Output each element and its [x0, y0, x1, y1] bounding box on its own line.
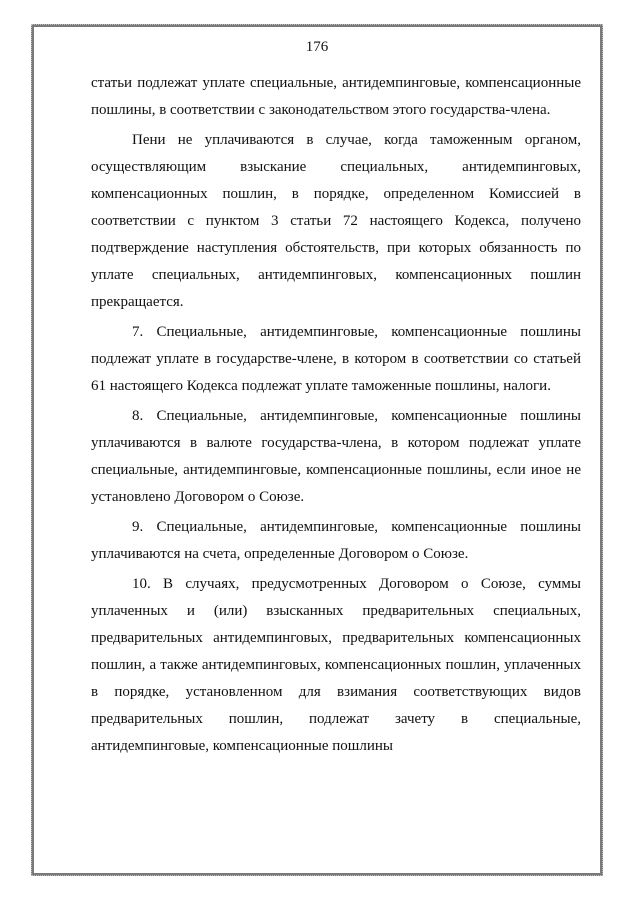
- paragraph-continuation: статьи подлежат уплате специальные, антидемпинговые, компенсационные пошлины, в соответствии с законодательством этого государства-члена.: [91, 75, 581, 118]
- paragraph-penalties: Пени не уплачиваются в случае, когда таможенным органом, осуществляющим взыскание специальных, антидемпинговых, компенсационных пошлин, в порядке, определенном Комиссией в соответствии с пунктом 3 статьи 72 настоящего Кодекса, получено подтверждение наступления обстоятельств, при которых обязанность по уплате специальных, антидемпинговых, компенсационных пошлин прекращается.: [91, 132, 581, 310]
- page-number: 176: [305, 39, 329, 55]
- paragraph-item-7: 7. Специальные, антидемпинговые, компенсационные пошлины подлежат уплате в государстве-члене, в котором в соответствии со статьей 61 настоящего Кодекса подлежат уплате таможенные пошлины, налоги.: [91, 324, 581, 394]
- paragraph-item-9: 9. Специальные, антидемпинговые, компенсационные пошлины уплачиваются на счета, определенные Договором о Союзе.: [91, 519, 581, 562]
- paragraph-item-8: 8. Специальные, антидемпинговые, компенсационные пошлины уплачиваются в валюте государства-члена, в котором подлежат уплате специальные, антидемпинговые, компенсационные пошлины, если иное не установлено Договором о Союзе.: [91, 408, 581, 505]
- document-body: [91, 70, 581, 763]
- page-frame: [31, 24, 603, 876]
- paragraph-item-10: 10. В случаях, предусмотренных Договором о Союзе, суммы уплаченных и (или) взысканных предварительных специальных, предварительных антидемпинговых, предварительных компенсационных пошлин, а также антидемпинговых, компенсационных пошлин, уплаченных в порядке, установленном для взимания соответствующих видов предварительных пошлин, подлежат зачету в специальные, антидемпинговые, компенсационные пошлины: [91, 576, 581, 754]
